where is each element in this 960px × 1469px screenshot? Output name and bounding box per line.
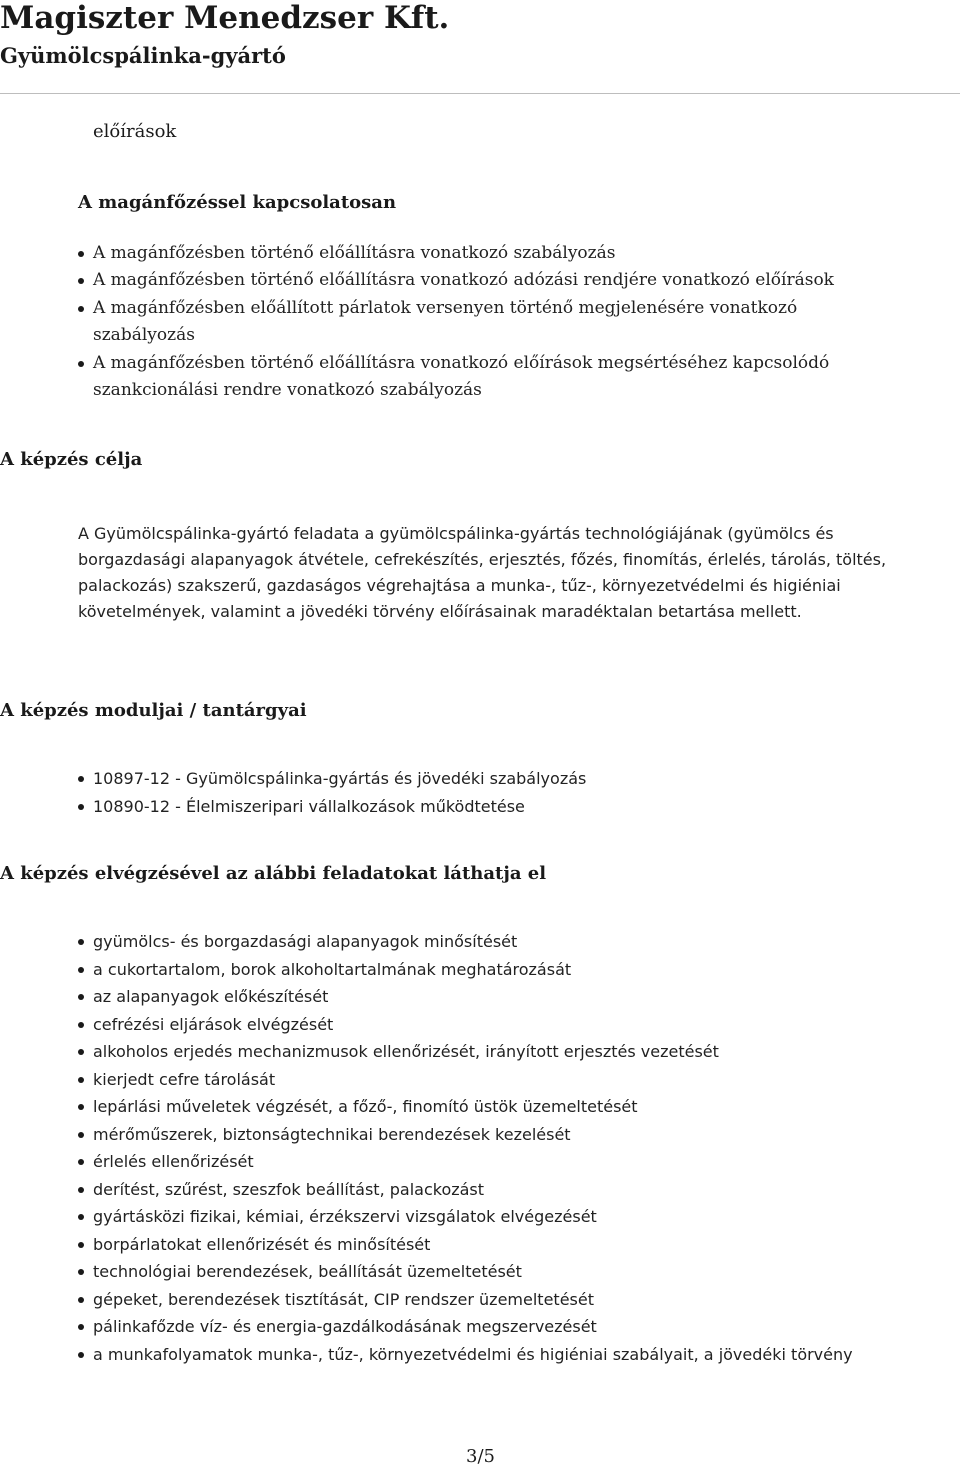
modules-list: [78, 765, 586, 820]
course-title: Gyümölcspálinka-gyártó: [0, 43, 286, 68]
list-item: A magánfőzésben történő előállításra vonatkozó szabályozás: [78, 240, 834, 267]
list-item: A magánfőzésben történő előállításra vonatkozó adózási rendjére vonatkozó előírások: [78, 267, 834, 294]
task-item: borpárlatokat ellenőrizését és minősítését: [78, 1231, 853, 1259]
list-item-continuation: szankcionálási rendre vonatkozó szabályozás: [93, 380, 482, 401]
goal-paragraph: A Gyümölcspálinka-gyártó feladata a gyümölcspálinka-gyártás technológiájának (gyümölcs és borgazdasági alapanyagok átvétele, cefrekészítés, erjesztés, főzés, finomítás, érlelés, tárolás, töltés, palackozás) szakszerű, gazdaságos végrehajtása a munka-, tűz-, környezetvédelmi és higiéniai követelmények, valamint a jövedéki törvény előírásainak maradéktalan betartása mellett.: [78, 524, 887, 621]
task-item: gyártásközi fizikai, kémiai, érzékszervi vizsgálatok elvégezését: [78, 1203, 853, 1231]
task-item: gépeket, berendezések tisztítását, CIP rendszer üzemeltetését: [78, 1286, 853, 1314]
task-item: mérőműszerek, biztonságtechnikai berendezések kezelését: [78, 1121, 853, 1149]
task-item: lepárlási műveletek végzését, a főző-, finomító üstök üzemeltetését: [78, 1093, 853, 1121]
tasks-heading: A képzés elvégzésével az alábbi feladatokat láthatja el: [0, 863, 547, 884]
tasks-list: [78, 928, 853, 1368]
modules-heading: A képzés moduljai / tantárgyai: [0, 700, 307, 721]
module-item: 10890-12 - Élelmiszeripari vállalkozások működtetése: [78, 793, 586, 821]
company-name: Magiszter Menedzser Kft.: [0, 0, 450, 36]
task-item: alkoholos erjedés mechanizmusok ellenőrizését, irányított erjesztés vezetését: [78, 1038, 853, 1066]
task-item: az alapanyagok előkészítését: [78, 983, 853, 1011]
task-item: kierjedt cefre tárolását: [78, 1066, 853, 1094]
task-item: pálinkafőzde víz- és energia-gazdálkodásának megszervezését: [78, 1313, 853, 1341]
task-item: a munkafolyamatok munka-, tűz-, környezetvédelmi és higiéniai szabályait, a jövedéki törvény: [78, 1341, 853, 1369]
task-item: érlelés ellenőrizését: [78, 1148, 853, 1176]
task-item: a cukortartalom, borok alkoholtartalmának meghatározását: [78, 956, 853, 984]
task-item: cefrézési eljárások elvégzését: [78, 1011, 853, 1039]
header-divider: [0, 93, 960, 94]
module-item: 10897-12 - Gyümölcspálinka-gyártás és jövedéki szabályozás: [78, 765, 586, 793]
task-item: derítést, szűrést, szeszfok beállítást, palackozást: [78, 1176, 853, 1204]
private-distilling-list: [78, 240, 834, 404]
task-item: gyümölcs- és borgazdasági alapanyagok minősítését: [78, 928, 853, 956]
goal-heading: A képzés célja: [0, 449, 143, 470]
list-item: A magánfőzésben előállított párlatok versenyen történő megjelenésére vonatkozó: [78, 295, 834, 322]
task-item: technológiai berendezések, beállítását üzemeltetését: [78, 1258, 853, 1286]
list-item: A magánfőzésben történő előállításra vonatkozó előírások megsértéséhez kapcsolódó: [78, 350, 834, 377]
private-distilling-heading: A magánfőzéssel kapcsolatosan: [78, 192, 397, 213]
section-label: előírások: [93, 121, 177, 142]
list-item-continuation: szabályozás: [93, 325, 195, 346]
page-number: 3/5: [466, 1446, 495, 1467]
